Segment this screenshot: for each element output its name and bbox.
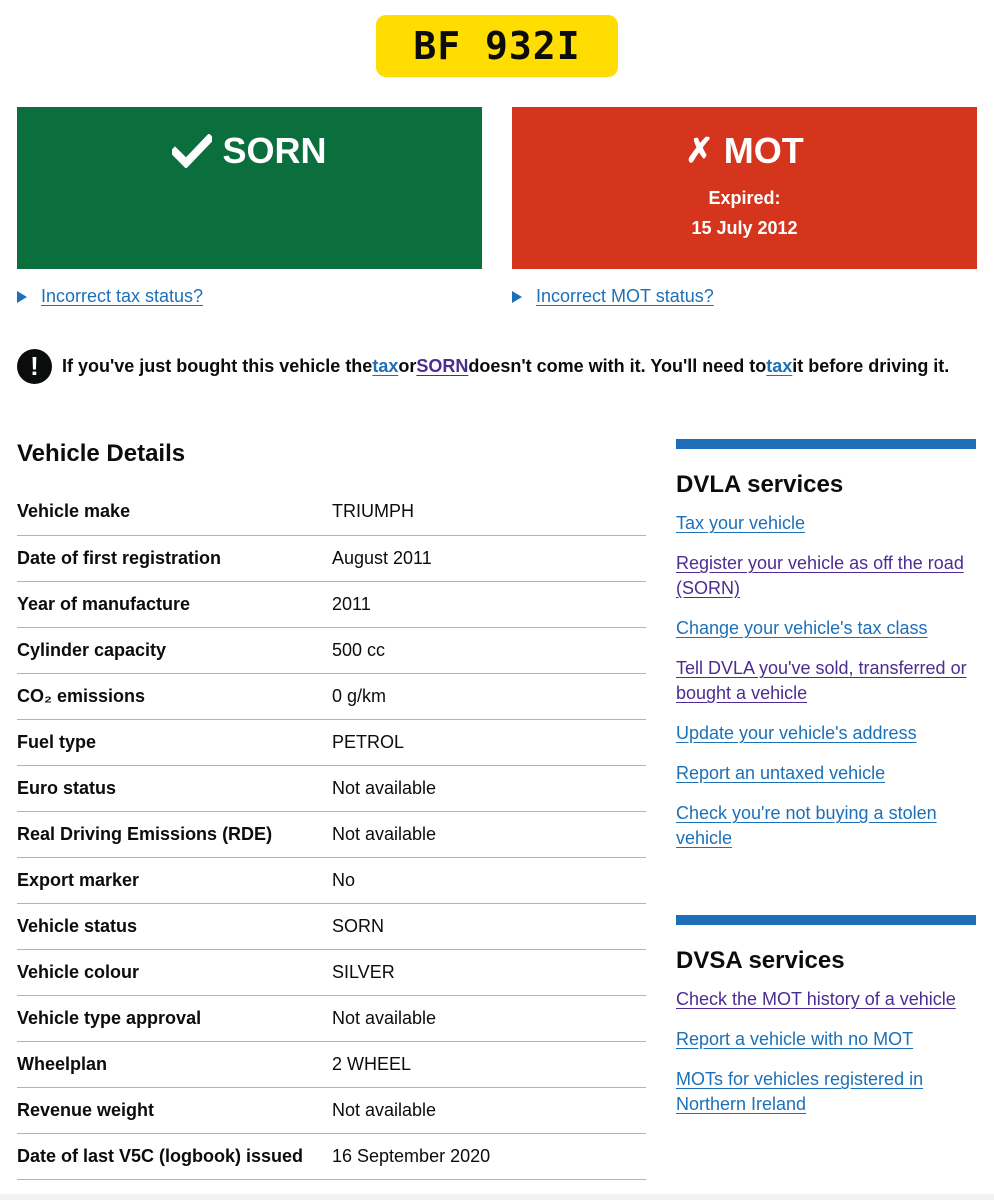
warning-text-part: If you've just bought this vehicle the	[62, 356, 373, 376]
cross-icon: ✗	[685, 132, 714, 170]
detail-row	[17, 949, 646, 995]
mot-status-title: MOT	[723, 130, 804, 171]
warning-text-part: or	[398, 356, 417, 376]
detail-key: Date of last V5C (logbook) issued	[17, 1133, 332, 1179]
detail-value: Not available	[332, 1087, 646, 1133]
detail-key: Fuel type	[17, 719, 332, 765]
detail-key: Revenue weight	[17, 1087, 332, 1133]
detail-key: Vehicle make	[17, 488, 332, 535]
dvla-service-link[interactable]: Check you're not buying a stolen vehicle	[676, 803, 937, 848]
incorrect-mot-link[interactable]: Incorrect MOT status?	[536, 286, 714, 306]
detail-value: Not available	[332, 765, 646, 811]
dvsa-service-link[interactable]: MOTs for vehicles registered in Northern Ireland	[676, 1069, 924, 1114]
tax-status-panel	[17, 107, 482, 269]
warning-text-part: doesn't come with it. You'll need to	[468, 356, 767, 376]
detail-value: 2011	[332, 581, 646, 627]
dvsa-links-list	[676, 987, 976, 1117]
detail-key: Date of first registration	[17, 535, 332, 581]
detail-key: Year of manufacture	[17, 581, 332, 627]
detail-key: Vehicle type approval	[17, 995, 332, 1041]
section-bar	[676, 915, 976, 925]
detail-value: No	[332, 857, 646, 903]
service-list-item	[676, 1067, 976, 1117]
detail-row	[17, 535, 646, 581]
detail-row	[17, 857, 646, 903]
service-list-item	[676, 1027, 976, 1052]
triangle-right-icon	[17, 291, 27, 303]
detail-value: PETROL	[332, 719, 646, 765]
tax-link-2[interactable]: tax	[766, 356, 793, 376]
tax-status-title: SORN	[222, 130, 327, 171]
detail-row	[17, 1133, 646, 1179]
sorn-link[interactable]: SORN	[416, 356, 469, 376]
exclamation-icon: !	[17, 349, 52, 384]
service-list-item	[676, 616, 976, 641]
dvla-service-link[interactable]: Change your vehicle's tax class	[676, 618, 928, 638]
detail-value: SILVER	[332, 949, 646, 995]
detail-value: August 2011	[332, 535, 646, 581]
dvla-service-link[interactable]: Report an untaxed vehicle	[676, 763, 886, 783]
incorrect-mot-toggle[interactable]	[512, 286, 714, 307]
detail-key: Vehicle status	[17, 903, 332, 949]
dvsa-service-link[interactable]: Report a vehicle with no MOT	[676, 1029, 914, 1049]
dvla-services	[676, 439, 976, 866]
detail-row	[17, 811, 646, 857]
detail-row	[17, 1087, 646, 1133]
dvsa-service-link[interactable]: Check the MOT history of a vehicle	[676, 989, 956, 1009]
detail-value: Not available	[332, 811, 646, 857]
service-list-item	[676, 761, 976, 786]
dvla-service-link[interactable]: Register your vehicle as off the road (SORN)	[676, 553, 964, 598]
service-list-item	[676, 801, 976, 851]
detail-key: Wheelplan	[17, 1041, 332, 1087]
vehicle-details-table	[17, 488, 646, 1180]
warning-text	[17, 349, 949, 384]
mot-expiry-date: 15 July 2012	[691, 218, 798, 238]
detail-key: Cylinder capacity	[17, 627, 332, 673]
service-list-item	[676, 656, 976, 706]
detail-value: Not available	[332, 995, 646, 1041]
detail-row	[17, 488, 646, 535]
detail-value: 16 September 2020	[332, 1133, 646, 1179]
dvsa-services-heading: DVSA services	[676, 947, 845, 974]
detail-key: CO₂ emissions	[17, 673, 332, 719]
service-list-item	[676, 511, 976, 536]
detail-key: Vehicle colour	[17, 949, 332, 995]
vehicle-details-heading: Vehicle Details	[17, 440, 186, 467]
service-list-item	[676, 721, 976, 746]
detail-value: 2 WHEEL	[332, 1041, 646, 1087]
dvsa-services	[676, 915, 976, 1132]
detail-key: Real Driving Emissions (RDE)	[17, 811, 332, 857]
detail-value: 500 cc	[332, 627, 646, 673]
detail-row	[17, 1041, 646, 1087]
tax-link[interactable]: tax	[372, 356, 399, 376]
tick-icon	[172, 134, 212, 168]
detail-value: 0 g/km	[332, 673, 646, 719]
detail-row	[17, 903, 646, 949]
section-bar	[676, 439, 976, 449]
detail-row	[17, 995, 646, 1041]
incorrect-tax-link[interactable]: Incorrect tax status?	[41, 286, 204, 306]
detail-value: SORN	[332, 903, 646, 949]
detail-row	[17, 765, 646, 811]
dvla-links-list	[676, 511, 976, 851]
detail-value: TRIUMPH	[332, 488, 646, 535]
service-list-item	[676, 551, 976, 601]
dvla-service-link[interactable]: Tax your vehicle	[676, 513, 806, 533]
detail-row	[17, 673, 646, 719]
dvla-service-link[interactable]: Update your vehicle's address	[676, 723, 917, 743]
incorrect-tax-toggle[interactable]	[17, 286, 203, 307]
detail-row	[17, 581, 646, 627]
footer-divider	[0, 1194, 994, 1200]
dvla-service-link[interactable]: Tell DVLA you've sold, transferred or bought a vehicle	[676, 658, 967, 703]
service-list-item	[676, 987, 976, 1012]
number-plate: BF 932I	[376, 15, 618, 77]
dvla-services-heading: DVLA services	[676, 471, 844, 498]
mot-expired-label: Expired:	[708, 188, 781, 208]
warning-text-part: it before driving it.	[792, 356, 950, 376]
mot-status-panel	[512, 107, 977, 269]
detail-key: Euro status	[17, 765, 332, 811]
detail-row	[17, 627, 646, 673]
triangle-right-icon	[512, 291, 522, 303]
detail-row	[17, 719, 646, 765]
detail-key: Export marker	[17, 857, 332, 903]
